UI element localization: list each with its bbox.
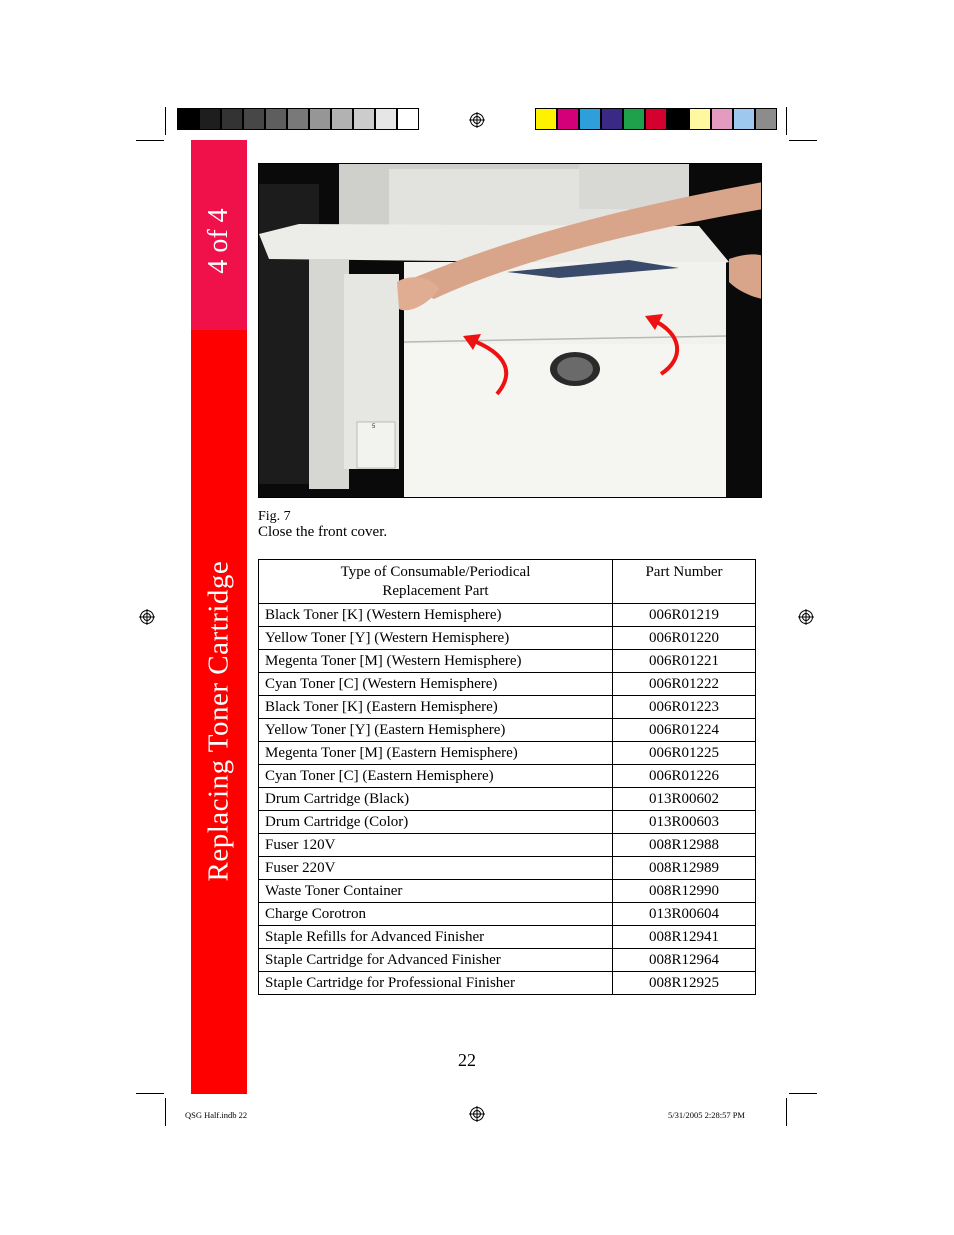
- part-name-cell: Fuser 220V: [259, 857, 613, 880]
- column-header-type: Type of Consumable/Periodical Replacement Part: [259, 560, 613, 604]
- table-row: [259, 719, 756, 742]
- crop-mark: [789, 140, 817, 141]
- part-number-cell: 008R12990: [613, 880, 756, 903]
- color-swatch: [397, 108, 419, 130]
- part-name-cell: Black Toner [K] (Western Hemisphere): [259, 604, 613, 627]
- crop-mark: [136, 1093, 164, 1094]
- part-name-cell: Megenta Toner [M] (Eastern Hemisphere): [259, 742, 613, 765]
- part-number-cell: 008R12925: [613, 972, 756, 995]
- color-swatch: [353, 108, 375, 130]
- table-row: [259, 742, 756, 765]
- part-name-cell: Yellow Toner [Y] (Western Hemisphere): [259, 627, 613, 650]
- part-number-cell: 006R01221: [613, 650, 756, 673]
- table-row: [259, 903, 756, 926]
- tray-label: 5: [372, 424, 376, 430]
- part-name-cell: Charge Corotron: [259, 903, 613, 926]
- table-row: [259, 949, 756, 972]
- color-swatch: [199, 108, 221, 130]
- color-swatch: [243, 108, 265, 130]
- color-swatch: [287, 108, 309, 130]
- section-title: Replacing Toner Cartridge: [202, 560, 235, 882]
- registration-mark-icon: [469, 1106, 485, 1122]
- part-number-cell: 006R01222: [613, 673, 756, 696]
- table-row: [259, 880, 756, 903]
- table-row: [259, 834, 756, 857]
- part-name-cell: Fuser 120V: [259, 834, 613, 857]
- part-number-cell: 008R12964: [613, 949, 756, 972]
- part-number-cell: 013R00603: [613, 811, 756, 834]
- column-header-part-number: Part Number: [613, 560, 756, 604]
- registration-mark-icon: [139, 609, 155, 625]
- part-name-cell: Black Toner [K] (Eastern Hemisphere): [259, 696, 613, 719]
- color-swatch: [579, 108, 601, 130]
- crop-mark: [786, 107, 787, 135]
- table-row: [259, 604, 756, 627]
- table-row: [259, 857, 756, 880]
- page-indicator: 4 of 4: [203, 208, 234, 274]
- table-row: [259, 673, 756, 696]
- part-number-cell: 006R01219: [613, 604, 756, 627]
- part-name-cell: Drum Cartridge (Color): [259, 811, 613, 834]
- part-name-cell: Staple Cartridge for Professional Finisher: [259, 972, 613, 995]
- footer-file-info: QSG Half.indb 22: [185, 1110, 248, 1120]
- part-number-cell: 006R01225: [613, 742, 756, 765]
- table-row: [259, 972, 756, 995]
- part-number-cell: 006R01223: [613, 696, 756, 719]
- table-row: [259, 811, 756, 834]
- part-number-cell: 008R12941: [613, 926, 756, 949]
- part-number-cell: 006R01226: [613, 765, 756, 788]
- page-number: 22: [458, 1050, 476, 1070]
- table-row: [259, 650, 756, 673]
- registration-mark-icon: [798, 609, 814, 625]
- color-swatch: [177, 108, 199, 130]
- parts-table: [258, 559, 756, 995]
- crop-mark: [136, 140, 164, 141]
- table-row: [259, 926, 756, 949]
- part-name-cell: Waste Toner Container: [259, 880, 613, 903]
- color-swatch: [221, 108, 243, 130]
- color-swatch: [755, 108, 777, 130]
- part-number-cell: 006R01224: [613, 719, 756, 742]
- color-swatch: [689, 108, 711, 130]
- printer-photo-illustration: [259, 164, 762, 498]
- figure-label: Fig. 7: [258, 509, 291, 524]
- table-row: [259, 696, 756, 719]
- side-band-top: [191, 140, 247, 330]
- table-row: [259, 788, 756, 811]
- table-row: [259, 765, 756, 788]
- color-swatch: [733, 108, 755, 130]
- part-number-cell: 008R12988: [613, 834, 756, 857]
- color-swatch: [331, 108, 353, 130]
- color-swatch: [645, 108, 667, 130]
- part-name-cell: Yellow Toner [Y] (Eastern Hemisphere): [259, 719, 613, 742]
- crop-mark: [789, 1093, 817, 1094]
- part-name-cell: Cyan Toner [C] (Eastern Hemisphere): [259, 765, 613, 788]
- part-name-cell: Staple Cartridge for Advanced Finisher: [259, 949, 613, 972]
- part-name-cell: Cyan Toner [C] (Western Hemisphere): [259, 673, 613, 696]
- figure-caption: Close the front cover.: [258, 524, 388, 540]
- side-band-bottom: [191, 330, 247, 1094]
- color-swatch: [557, 108, 579, 130]
- part-name-cell: Drum Cartridge (Black): [259, 788, 613, 811]
- color-swatch: [375, 108, 397, 130]
- color-swatch: [309, 108, 331, 130]
- color-swatch: [623, 108, 645, 130]
- crop-mark: [165, 1098, 166, 1126]
- color-swatch: [711, 108, 733, 130]
- figure-photo: [258, 163, 762, 498]
- color-swatch: [265, 108, 287, 130]
- color-swatch: [601, 108, 623, 130]
- parts-table-body: [259, 604, 756, 995]
- table-header-row: [259, 560, 756, 604]
- color-swatch: [535, 108, 557, 130]
- table-row: [259, 627, 756, 650]
- crop-mark: [165, 107, 166, 135]
- part-number-cell: 013R00604: [613, 903, 756, 926]
- crop-mark: [786, 1098, 787, 1126]
- footer-timestamp: 5/31/2005 2:28:57 PM: [668, 1110, 745, 1120]
- part-number-cell: 006R01220: [613, 627, 756, 650]
- part-name-cell: Staple Refills for Advanced Finisher: [259, 926, 613, 949]
- part-name-cell: Megenta Toner [M] (Western Hemisphere): [259, 650, 613, 673]
- part-number-cell: 013R00602: [613, 788, 756, 811]
- part-number-cell: 008R12989: [613, 857, 756, 880]
- registration-mark-icon: [469, 112, 485, 128]
- color-swatch: [667, 108, 689, 130]
